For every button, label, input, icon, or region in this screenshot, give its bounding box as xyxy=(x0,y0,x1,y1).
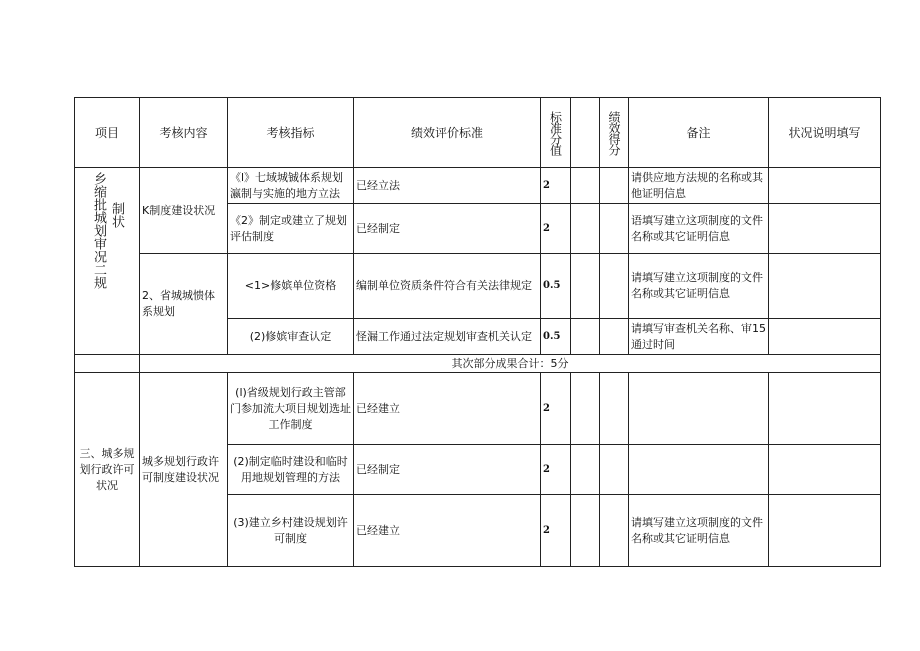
empty-cell xyxy=(571,168,600,204)
table-row xyxy=(75,254,881,319)
empty-cell xyxy=(600,254,629,319)
remark-cell xyxy=(629,445,769,495)
total-row xyxy=(75,355,881,373)
table-row xyxy=(75,373,881,445)
criteria-cell: 已经建立 xyxy=(354,495,541,567)
empty-cell xyxy=(600,373,629,445)
header-std-score: 标准分值 xyxy=(548,110,563,155)
header-criteria: 绩效评价标准 xyxy=(354,98,541,168)
criteria-cell: 已经建立 xyxy=(354,373,541,445)
status-cell xyxy=(769,254,881,319)
empty-cell xyxy=(571,373,600,445)
remark-cell xyxy=(629,373,769,445)
indicator-cell: (l)省级规划行政主管部门参加流大项目规划选址工作制度 xyxy=(228,373,354,445)
criteria-cell: 已经立法 xyxy=(354,168,541,204)
empty-cell xyxy=(571,319,600,355)
empty-cell xyxy=(75,355,140,373)
header-std-score-cell xyxy=(541,98,571,168)
status-cell xyxy=(769,319,881,355)
section1-total: 其次部分成果合计：5分 xyxy=(140,355,881,373)
section1-project-cell xyxy=(75,168,140,355)
section1-project-a: 制状 xyxy=(109,202,124,228)
section2-content: 城多规划行政许可制度建设状况 xyxy=(140,373,228,567)
section1-group2-content: 2、省城城愦体系规划 xyxy=(140,254,228,355)
indicator-cell: 《2》制定或建立了规划评估制度 xyxy=(228,204,354,254)
remark-cell: 请填写建立这项制度的文件名称或其它证明信息 xyxy=(629,254,769,319)
status-cell xyxy=(769,204,881,254)
score-cell: 2 xyxy=(541,204,571,254)
score-cell: 2 xyxy=(541,168,571,204)
status-cell xyxy=(769,373,881,445)
score-cell: 2 xyxy=(541,495,571,567)
score-cell: 2 xyxy=(541,373,571,445)
score-cell: 2 xyxy=(541,445,571,495)
remark-cell: 请供应地方法规的名称或其他证明信息 xyxy=(629,168,769,204)
section2-project: 三、城多规划行政许可状况 xyxy=(75,373,140,567)
status-cell xyxy=(769,495,881,567)
header-project: 项目 xyxy=(75,98,140,168)
section1-project-b: 乡缩批城划审况二规 xyxy=(91,172,106,289)
criteria-cell: 编制单位资质条件符合有关法律规定 xyxy=(354,254,541,319)
indicator-cell: (2)制定临时建设和临时用地规划管理的方法 xyxy=(228,445,354,495)
status-cell xyxy=(769,168,881,204)
remark-cell: 请填写审查机关名称、审15通过时间 xyxy=(629,319,769,355)
indicator-cell: (3)建立乡村建设规划许可制度 xyxy=(228,495,354,567)
empty-cell xyxy=(571,204,600,254)
score-cell: 0.5 xyxy=(541,319,571,355)
evaluation-table xyxy=(74,97,881,567)
empty-cell xyxy=(571,254,600,319)
criteria-cell: 怪漏工作通过法定规划审查机关认定 xyxy=(354,319,541,355)
section1-group1-content: K制度建设状况 xyxy=(140,168,228,254)
indicator-cell: (2)修嫔审查认定 xyxy=(228,319,354,355)
header-remark: 备注 xyxy=(629,98,769,168)
criteria-cell: 已经制定 xyxy=(354,204,541,254)
empty-cell xyxy=(571,495,600,567)
status-cell xyxy=(769,445,881,495)
header-row xyxy=(75,98,881,168)
empty-cell xyxy=(600,445,629,495)
remark-cell: 请填写建立这项制度的文件名称或其它证明信息 xyxy=(629,495,769,567)
score-cell: 0.5 xyxy=(541,254,571,319)
header-indicator: 考核指标 xyxy=(228,98,354,168)
empty-cell xyxy=(600,168,629,204)
empty-cell xyxy=(571,445,600,495)
indicator-cell: <1>修嫔单位资格 xyxy=(228,254,354,319)
remark-cell: 语填写建立这项制度的文件名称或其它证明信息 xyxy=(629,204,769,254)
empty-cell xyxy=(571,98,600,168)
empty-cell xyxy=(600,204,629,254)
header-content: 考核内容 xyxy=(140,98,228,168)
header-status: 状况说明填写 xyxy=(769,98,881,168)
header-perf-score: 绩效得分 xyxy=(607,110,621,155)
header-perf-score-cell xyxy=(600,98,629,168)
indicator-cell: 《l》七域城铖体系规划瀛制与实施的地方立法 xyxy=(228,168,354,204)
criteria-cell: 已经制定 xyxy=(354,445,541,495)
empty-cell xyxy=(600,319,629,355)
table-row xyxy=(75,168,881,204)
empty-cell xyxy=(600,495,629,567)
